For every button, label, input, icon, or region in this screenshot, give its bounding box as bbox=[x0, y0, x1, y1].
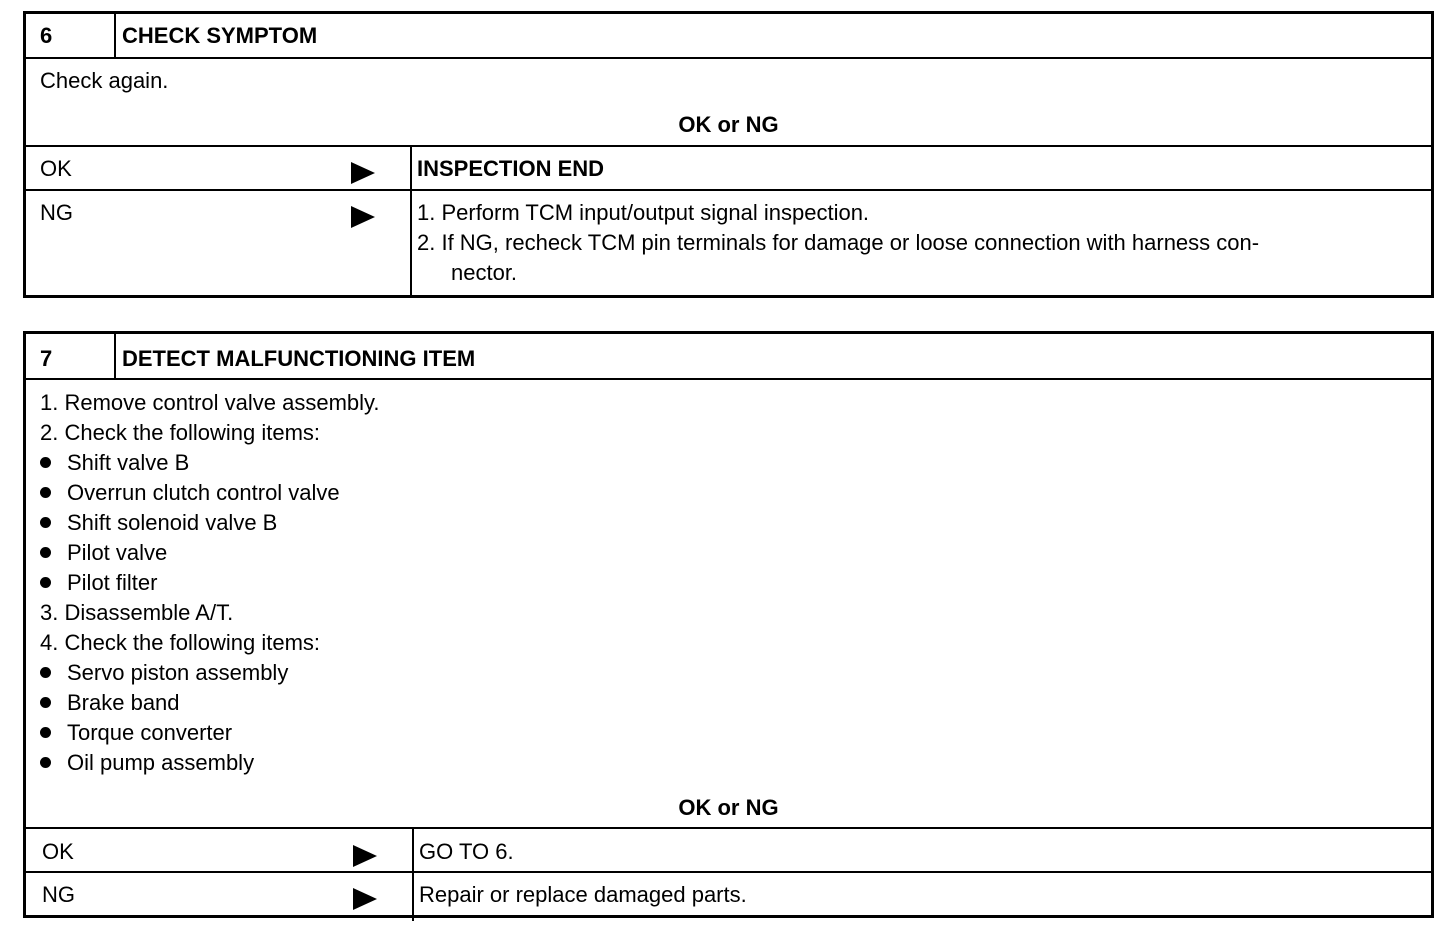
step-6-table bbox=[23, 11, 1434, 298]
bullet-item bbox=[40, 568, 157, 598]
bullet-icon bbox=[40, 697, 51, 708]
ng-action-line: 1. Perform TCM input/output signal inspection. bbox=[417, 200, 870, 225]
bullet-item bbox=[40, 538, 167, 568]
item-text: 2. Check the following items: bbox=[40, 420, 321, 445]
bullet-item bbox=[40, 688, 180, 718]
bullet-icon bbox=[40, 457, 51, 468]
bullet-icon bbox=[40, 577, 51, 588]
bullet-item bbox=[40, 658, 288, 688]
divider bbox=[26, 145, 1431, 147]
item-text: 3. Disassemble A/T. bbox=[40, 600, 234, 625]
result-header: OK or NG bbox=[678, 112, 779, 137]
bullet-item bbox=[40, 448, 189, 478]
ok-action: INSPECTION END bbox=[417, 156, 605, 181]
divider bbox=[26, 57, 1431, 59]
divider bbox=[114, 14, 116, 59]
item-text: Shift solenoid valve B bbox=[67, 510, 278, 535]
ng-label: NG bbox=[40, 200, 73, 225]
ng-action-line: 2. If NG, recheck TCM pin terminals for damage or loose connection with harness con- bbox=[417, 230, 1260, 255]
arrow-right-icon bbox=[353, 888, 377, 910]
divider bbox=[412, 827, 414, 921]
arrow-right-icon bbox=[353, 845, 377, 867]
ok-label: OK bbox=[40, 156, 72, 181]
divider bbox=[26, 871, 1431, 873]
bullet-item bbox=[40, 478, 340, 508]
bullet-icon bbox=[40, 727, 51, 738]
step-7-table bbox=[23, 331, 1434, 918]
bullet-icon bbox=[40, 667, 51, 678]
ok-label: OK bbox=[42, 839, 74, 864]
item-text: Shift valve B bbox=[67, 450, 190, 475]
instruction-text: Check again. bbox=[40, 68, 169, 93]
result-header: OK or NG bbox=[678, 795, 779, 820]
item-text: Pilot filter bbox=[67, 570, 158, 595]
bullet-item bbox=[40, 748, 254, 778]
bullet-icon bbox=[40, 517, 51, 528]
numbered-item bbox=[40, 598, 233, 628]
step-title: CHECK SYMPTOM bbox=[122, 23, 318, 48]
numbered-item bbox=[40, 388, 380, 418]
item-text: Brake band bbox=[67, 690, 180, 715]
item-text: Overrun clutch control valve bbox=[67, 480, 340, 505]
divider bbox=[26, 189, 1431, 191]
divider bbox=[26, 827, 1431, 829]
ng-action: Repair or replace damaged parts. bbox=[419, 882, 747, 907]
numbered-item bbox=[40, 418, 320, 448]
item-text: Servo piston assembly bbox=[67, 660, 289, 685]
divider bbox=[410, 145, 412, 298]
step-title: DETECT MALFUNCTIONING ITEM bbox=[122, 346, 476, 371]
item-text: 1. Remove control valve assembly. bbox=[40, 390, 380, 415]
ng-action-line: nector. bbox=[451, 260, 518, 285]
bullet-item bbox=[40, 508, 277, 538]
divider bbox=[26, 378, 1431, 380]
bullet-icon bbox=[40, 757, 51, 768]
numbered-item bbox=[40, 628, 320, 658]
ok-action: GO TO 6. bbox=[419, 839, 514, 864]
arrow-right-icon bbox=[351, 162, 375, 184]
item-text: Torque converter bbox=[67, 720, 233, 745]
bullet-icon bbox=[40, 547, 51, 558]
item-text: Oil pump assembly bbox=[67, 750, 255, 775]
step-number: 6 bbox=[40, 23, 53, 48]
ng-label: NG bbox=[42, 882, 75, 907]
item-text: 4. Check the following items: bbox=[40, 630, 321, 655]
arrow-right-icon bbox=[351, 206, 375, 228]
bullet-icon bbox=[40, 487, 51, 498]
step-number: 7 bbox=[40, 346, 53, 371]
item-text: Pilot valve bbox=[67, 540, 168, 565]
divider bbox=[114, 334, 116, 379]
bullet-item bbox=[40, 718, 232, 748]
